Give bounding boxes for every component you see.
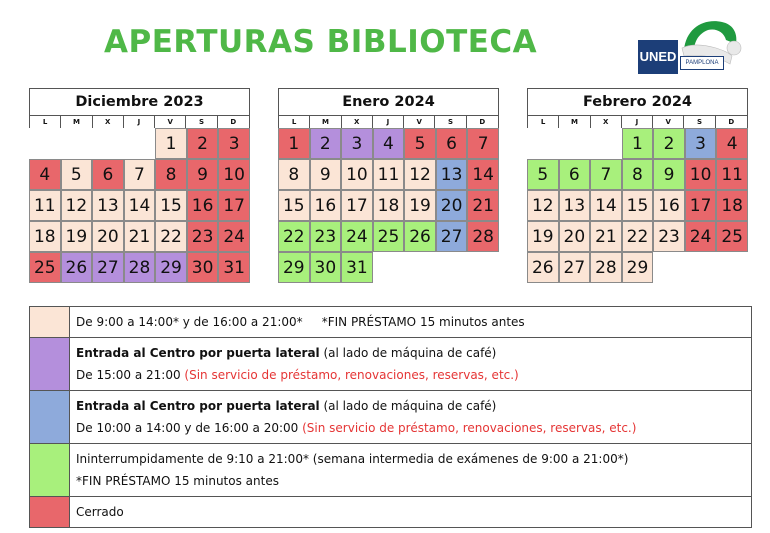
legend-regular-hours: De 9:00 a 14:00* y de 16:00 a 21:00* *FIN PRÉSTAMO 15 minutos antes: [76, 315, 525, 329]
legend-loan-note: *FIN PRÉSTAMO 15 minutos antes: [76, 474, 279, 488]
weekday-label: S: [435, 116, 466, 128]
legend-swatch-green: [30, 444, 70, 496]
calendar-day: 26: [404, 221, 436, 252]
legend-no-service-note: (Sin servicio de préstamo, renovaciones, reservas, etc.): [302, 421, 637, 435]
calendar-day: 26: [61, 252, 93, 283]
calendar-day: 11: [29, 190, 61, 221]
calendar-day: 6: [436, 128, 468, 159]
weekday-label: X: [342, 116, 373, 128]
calendar-day: 15: [622, 190, 654, 221]
legend-swatch-red: [30, 497, 70, 527]
legend-swatch-blue: [30, 391, 70, 443]
legend-closed: Cerrado: [76, 505, 124, 519]
weekday-label: D: [467, 116, 498, 128]
calendar-day: 18: [373, 190, 405, 221]
legend-entrance-note: Entrada al Centro por puerta lateral: [76, 399, 320, 413]
weekday-label: M: [61, 116, 92, 128]
calendar-day: 9: [653, 159, 685, 190]
calendar-day: 6: [92, 159, 124, 190]
calendar-day: 9: [187, 159, 219, 190]
calendar-empty-cell: [124, 128, 156, 159]
weekday-label: D: [218, 116, 249, 128]
calendar-day: 21: [467, 190, 499, 221]
calendar-day: 19: [404, 190, 436, 221]
weekday-header-row: [29, 115, 250, 128]
page-title: APERTURAS BIBLIOTECA: [104, 24, 538, 60]
calendar-day: 29: [622, 252, 654, 283]
calendar-month-title: Enero 2024: [278, 88, 499, 115]
calendar-day: 31: [218, 252, 250, 283]
weekday-label: S: [186, 116, 217, 128]
calendar-january-2024: [278, 88, 499, 283]
legend-entrance-detail: (al lado de máquina de café): [319, 399, 497, 413]
calendar-day: 24: [685, 221, 717, 252]
weekday-label: X: [93, 116, 124, 128]
calendar-day: 23: [653, 221, 685, 252]
calendar-day: 2: [310, 128, 342, 159]
uned-logo: [636, 14, 746, 84]
weekday-label: V: [404, 116, 435, 128]
calendar-day: 25: [29, 252, 61, 283]
calendar-day: 22: [622, 221, 654, 252]
calendar-day: 4: [716, 128, 748, 159]
calendar-day: 3: [341, 128, 373, 159]
calendar-day: 26: [527, 252, 559, 283]
weekday-label: L: [279, 116, 310, 128]
legend-table: [29, 306, 752, 528]
calendar-day: 27: [559, 252, 591, 283]
calendar-day: 7: [590, 159, 622, 190]
legend-hours: De 15:00 a 21:00: [76, 368, 185, 382]
calendar-day: 5: [61, 159, 93, 190]
uned-logo-subtitle: PAMPLONA: [680, 56, 724, 70]
weekday-header-row: [278, 115, 499, 128]
calendar-day: 8: [622, 159, 654, 190]
calendar-day: 4: [29, 159, 61, 190]
calendar-day: 17: [341, 190, 373, 221]
calendar-day: 13: [92, 190, 124, 221]
calendar-day: 12: [527, 190, 559, 221]
calendar-day: 19: [527, 221, 559, 252]
calendar-day: 27: [92, 252, 124, 283]
calendar-day: 28: [124, 252, 156, 283]
legend-hours: De 10:00 a 14:00 y de 16:00 a 20:00: [76, 421, 303, 435]
calendar-day: 29: [278, 252, 310, 283]
calendar-day: 17: [685, 190, 717, 221]
calendar-day: 14: [467, 159, 499, 190]
calendar-day: 6: [559, 159, 591, 190]
calendar-day: 24: [218, 221, 250, 252]
calendar-day: 3: [685, 128, 717, 159]
calendar-empty-cell: [559, 128, 591, 159]
legend-no-service-note: (Sin servicio de préstamo, renovaciones, reservas, etc.): [184, 368, 519, 382]
legend-continuous-hours: Ininterrumpidamente de 9:10 a 21:00* (semana intermedia de exámenes de 9:00 a 21:00*): [76, 452, 629, 466]
calendar-day: 1: [622, 128, 654, 159]
calendar-day: 24: [341, 221, 373, 252]
calendar-day: 5: [527, 159, 559, 190]
calendar-day: 23: [187, 221, 219, 252]
weekday-header-row: [527, 115, 748, 128]
weekday-label: J: [124, 116, 155, 128]
calendar-empty-cell: [527, 128, 559, 159]
calendar-day: 1: [155, 128, 187, 159]
calendar-day-grid: [527, 128, 748, 283]
calendar-day: 30: [187, 252, 219, 283]
legend-swatch-purple: [30, 338, 70, 390]
weekday-label: M: [310, 116, 341, 128]
calendar-day: 2: [653, 128, 685, 159]
legend-row-side-door-split: [30, 391, 751, 444]
calendar-day: 23: [310, 221, 342, 252]
weekday-label: J: [373, 116, 404, 128]
weekday-label: L: [528, 116, 559, 128]
calendar-day: 25: [716, 221, 748, 252]
calendar-day: 22: [155, 221, 187, 252]
calendar-day: 20: [436, 190, 468, 221]
weekday-label: J: [622, 116, 653, 128]
calendar-day: 20: [92, 221, 124, 252]
calendar-month-title: Diciembre 2023: [29, 88, 250, 115]
calendar-day: 18: [29, 221, 61, 252]
calendar-day: 22: [278, 221, 310, 252]
legend-swatch-cream: [30, 307, 70, 337]
calendar-empty-cell: [61, 128, 93, 159]
calendar-day: 27: [436, 221, 468, 252]
calendar-day: 18: [716, 190, 748, 221]
calendar-day: 7: [467, 128, 499, 159]
calendar-empty-cell: [590, 128, 622, 159]
calendar-day: 5: [404, 128, 436, 159]
calendar-day: 20: [559, 221, 591, 252]
calendar-day: 28: [590, 252, 622, 283]
weekday-label: X: [591, 116, 622, 128]
calendar-day: 10: [218, 159, 250, 190]
calendar-day: 25: [373, 221, 405, 252]
calendar-day: 21: [124, 221, 156, 252]
calendar-day: 29: [155, 252, 187, 283]
calendar-day: 10: [685, 159, 717, 190]
calendar-day: 9: [310, 159, 342, 190]
calendar-day: 1: [278, 128, 310, 159]
calendar-day: 11: [373, 159, 405, 190]
calendar-day: 8: [155, 159, 187, 190]
calendar-month-title: Febrero 2024: [527, 88, 748, 115]
weekday-label: S: [684, 116, 715, 128]
calendar-empty-cell: [92, 128, 124, 159]
calendar-day: 16: [187, 190, 219, 221]
calendar-empty-cell: [29, 128, 61, 159]
calendar-day: 21: [590, 221, 622, 252]
legend-row-side-door-afternoon: [30, 338, 751, 391]
legend-entrance-detail: (al lado de máquina de café): [319, 346, 497, 360]
calendar-day: 7: [124, 159, 156, 190]
weekday-label: V: [653, 116, 684, 128]
calendar-december-2023: [29, 88, 250, 283]
calendar-day: 15: [155, 190, 187, 221]
calendar-day: 16: [653, 190, 685, 221]
legend-row-closed: [30, 497, 751, 528]
calendar-day-grid: [278, 128, 499, 283]
calendar-day: 28: [467, 221, 499, 252]
calendar-day: 16: [310, 190, 342, 221]
calendar-day: 8: [278, 159, 310, 190]
weekday-label: D: [716, 116, 747, 128]
legend-entrance-note: Entrada al Centro por puerta lateral: [76, 346, 320, 360]
legend-row-continuous: [30, 444, 751, 497]
calendar-day: 12: [61, 190, 93, 221]
calendar-day: 3: [218, 128, 250, 159]
legend-row-regular: [30, 307, 751, 338]
weekday-label: V: [155, 116, 186, 128]
calendar-february-2024: [527, 88, 748, 283]
calendar-day: 19: [61, 221, 93, 252]
calendar-day: 2: [187, 128, 219, 159]
uned-logo-text: UNED: [638, 40, 678, 74]
calendar-day: 13: [436, 159, 468, 190]
calendar-day: 13: [559, 190, 591, 221]
calendar-day: 10: [341, 159, 373, 190]
calendar-day-grid: [29, 128, 250, 283]
weekday-label: L: [30, 116, 61, 128]
weekday-label: M: [559, 116, 590, 128]
calendar-day: 11: [716, 159, 748, 190]
calendar-day: 15: [278, 190, 310, 221]
calendar-day: 14: [590, 190, 622, 221]
calendar-day: 31: [341, 252, 373, 283]
calendar-day: 12: [404, 159, 436, 190]
calendar-day: 17: [218, 190, 250, 221]
calendar-day: 14: [124, 190, 156, 221]
calendar-day: 4: [373, 128, 405, 159]
calendar-day: 30: [310, 252, 342, 283]
